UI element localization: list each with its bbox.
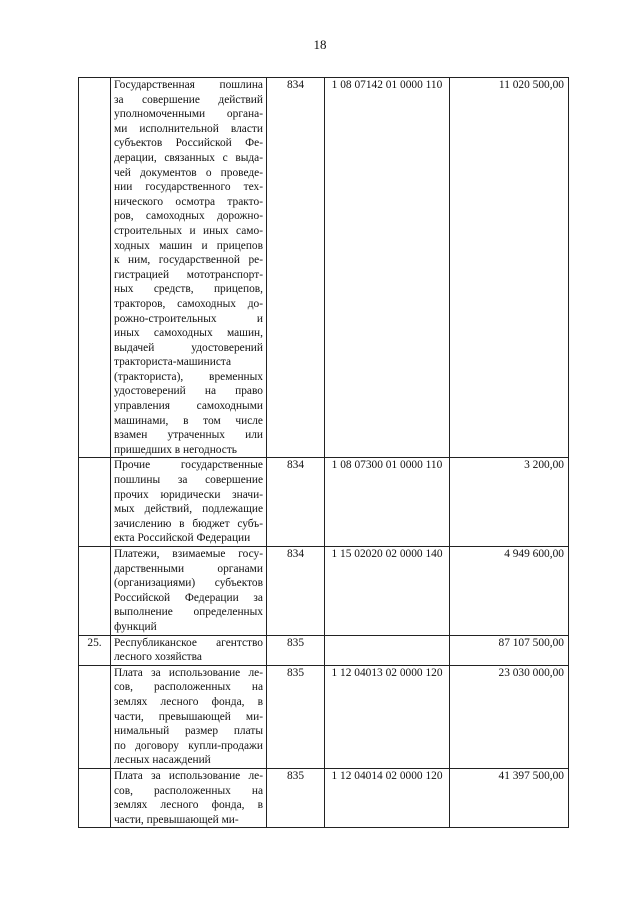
- revenue-name-line: машинами, в том числе: [114, 414, 263, 427]
- revenue-name-line: сов, расположенных на: [114, 681, 263, 694]
- revenue-name-line: функций: [114, 620, 157, 633]
- amount-cell: 41 397 500,00: [450, 768, 569, 827]
- administrator-code-cell: 834: [267, 547, 325, 636]
- budget-classification-code-cell: 1 12 04014 02 0000 120: [325, 768, 450, 827]
- revenue-name-line: Российской Федерации за: [114, 591, 263, 604]
- amount-cell: 11 020 500,00: [450, 78, 569, 458]
- row-number-cell: [79, 665, 111, 768]
- budget-classification-code-cell: 1 12 04013 02 0000 120: [325, 665, 450, 768]
- revenue-name-line: выдачей удостоверений: [114, 341, 263, 354]
- revenue-name-line: Плата за использование ле-: [114, 666, 263, 679]
- revenue-name-line: тракторов, самоходных до-: [114, 297, 263, 310]
- revenue-name-line: управления самоходными: [114, 400, 263, 413]
- revenue-name-line: лесного хозяйства: [114, 651, 202, 664]
- revenue-name-line: дарственными органами: [114, 562, 263, 575]
- table-body: [79, 78, 569, 828]
- budget-classification-code-cell: 1 15 02020 02 0000 140: [325, 547, 450, 636]
- revenue-name-cell: [111, 547, 267, 636]
- table-row: [79, 635, 569, 665]
- revenue-name-line: ходных машин и прицепов: [114, 239, 263, 252]
- administrator-code-cell: 835: [267, 635, 325, 665]
- revenue-name-line: удостоверений на право: [114, 385, 263, 398]
- revenue-name-line: нического осмотра тракто-: [114, 195, 263, 208]
- revenue-name-cell: [111, 458, 267, 547]
- table-row: [79, 458, 569, 547]
- revenue-name-line: части, превышающей ми-: [114, 813, 239, 826]
- revenue-name-line: Платежи, взимаемые госу-: [114, 548, 263, 560]
- administrator-code-cell: 835: [267, 665, 325, 768]
- amount-cell: 87 107 500,00: [450, 635, 569, 665]
- revenue-name-line: зачислению в бюджет субъ-: [114, 517, 263, 530]
- revenue-name-line: чей документов о проведе-: [114, 166, 263, 179]
- revenue-name-line: нии государственного тех-: [114, 181, 263, 194]
- revenue-name-line: взамен утраченных или: [114, 429, 263, 442]
- revenue-name-line: пришедших в негодность: [114, 443, 237, 456]
- table-row: [79, 78, 569, 458]
- budget-revenue-table: [78, 77, 569, 828]
- revenue-name-line: за совершение действий: [114, 93, 263, 106]
- revenue-name-line: (организациями) субъектов: [114, 577, 263, 590]
- revenue-name-line: екта Российской Федерации: [114, 532, 251, 545]
- revenue-name-line: прочих юридически значи-: [114, 488, 263, 501]
- revenue-name-cell: [111, 78, 267, 458]
- revenue-name-line: мых действий, подлежащие: [114, 503, 263, 516]
- revenue-name-line: иных самоходных машин,: [114, 327, 263, 340]
- revenue-name-line: лесных насаждений: [114, 754, 211, 767]
- budget-classification-code-cell: [325, 635, 450, 665]
- table-row: [79, 547, 569, 636]
- revenue-name-line: Прочие государственные: [114, 459, 263, 472]
- budget-classification-code-cell: 1 08 07300 01 0000 110: [325, 458, 450, 547]
- revenue-name-line: нимальный размер платы: [114, 725, 263, 738]
- revenue-name-line: Плата за использование ле-: [114, 769, 263, 782]
- revenue-name-line: дерации, связанных с выда-: [114, 151, 263, 164]
- revenue-name-line: по договору купли-продажи: [114, 739, 263, 752]
- revenue-name-line: к ним, государственной ре-: [114, 254, 263, 267]
- table-row: [79, 768, 569, 827]
- administrator-code-cell: 834: [267, 78, 325, 458]
- revenue-name-line: части, превышающей ми-: [114, 710, 263, 723]
- row-number-cell: [79, 768, 111, 827]
- revenue-name-line: ных средств, прицепов,: [114, 283, 263, 296]
- revenue-name-line: строительных и иных само-: [114, 224, 263, 237]
- row-number-cell: [79, 78, 111, 458]
- revenue-name-cell: [111, 665, 267, 768]
- row-number-cell: 25.: [79, 635, 111, 665]
- revenue-name-line: Республиканское агентство: [114, 636, 263, 649]
- revenue-name-line: Государственная пошлина: [114, 79, 263, 91]
- revenue-name-line: выполнение определенных: [114, 606, 263, 619]
- revenue-name-cell: [111, 635, 267, 665]
- revenue-name-line: пошлины за совершение: [114, 474, 263, 487]
- revenue-name-line: землях лесного фонда, в: [114, 695, 263, 708]
- revenue-name-line: землях лесного фонда, в: [114, 799, 263, 812]
- revenue-name-line: тракториста-машиниста: [114, 356, 232, 369]
- revenue-name-line: ров, самоходных дорожно-: [114, 210, 263, 223]
- revenue-name-line: ми исполнительной власти: [114, 122, 263, 135]
- budget-classification-code-cell: 1 08 07142 01 0000 110: [325, 78, 450, 458]
- row-number-cell: [79, 458, 111, 547]
- row-number-cell: [79, 547, 111, 636]
- amount-cell: 3 200,00: [450, 458, 569, 547]
- revenue-name-line: сов, расположенных на: [114, 784, 263, 797]
- administrator-code-cell: 835: [267, 768, 325, 827]
- administrator-code-cell: 834: [267, 458, 325, 547]
- revenue-name-line: субъектов Российской Фе-: [114, 137, 263, 150]
- revenue-name-cell: [111, 768, 267, 827]
- page-number: 18: [313, 37, 327, 52]
- revenue-name-line: рожно-строительных и: [114, 312, 263, 325]
- revenue-name-line: уполномоченными органа-: [114, 108, 263, 121]
- amount-cell: 23 030 000,00: [450, 665, 569, 768]
- table-row: [79, 665, 569, 768]
- revenue-name-line: (тракториста), временных: [114, 370, 263, 383]
- revenue-name-line: гистрацией мототранспорт-: [114, 268, 263, 281]
- amount-cell: 4 949 600,00: [450, 547, 569, 636]
